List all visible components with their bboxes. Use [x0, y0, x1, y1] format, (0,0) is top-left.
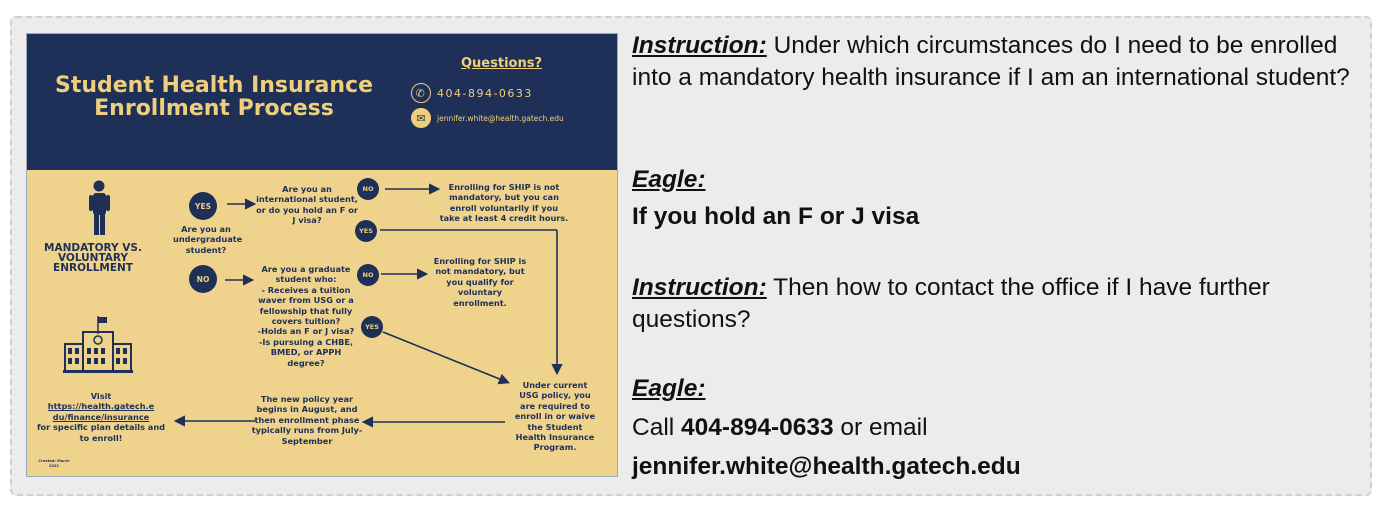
policy-year-text: The new policy year begins in August, and then enrollment phase typically runs from July-September	[251, 394, 363, 446]
visit-block: Visit https://health.gatech.e du/finance/insurance for specific plan details and to enroll!	[36, 391, 166, 443]
phone-icon: ✆	[411, 83, 431, 103]
no-badge: NO	[357, 178, 379, 200]
voluntary-result: Enrolling for SHIP is not mandatory, but you qualify for voluntary enrollment.	[433, 256, 527, 308]
instruction-2	[632, 272, 1356, 336]
eagle-label: Eagle:	[632, 375, 706, 402]
no-badge: NO	[189, 265, 217, 293]
not-mandatory-result: Enrolling for SHIP is not mandatory, but you can enroll voluntarily if you take at least 4 credit hours.	[439, 182, 569, 224]
enrollment-poster	[26, 33, 618, 477]
instruction-1	[632, 30, 1356, 94]
poster-title: Student Health Insurance Enrollment Process	[54, 73, 373, 121]
instruction-label: Instruction:	[632, 32, 767, 59]
instruction-text: Then how to contact the office if I have further questions?	[632, 274, 1270, 333]
yes-badge: YES	[361, 316, 383, 338]
insurance-link[interactable]: https://health.gatech.e du/finance/insurance	[47, 401, 155, 422]
answer-phone: 404-894-0633	[681, 414, 834, 441]
answer-1: If you hold an F or J visa	[632, 203, 920, 230]
instruction-text: Under which circumstances do I need to be enrolled into a mandatory health insurance if I am an international student?	[632, 32, 1350, 91]
mail-icon: ✉	[411, 108, 431, 128]
yes-badge: YES	[355, 220, 377, 242]
international-question: Are you an international student, or do you hold an F or J visa?	[256, 184, 358, 226]
graduate-question: Are you a graduate student who: - Receives a tuition waver from USG or a fellowship that fully covers tuition? -Holds an F or J visa? -Is pursuing a CHBE, BMED, or APPH degree?	[257, 264, 355, 368]
answer-email: jennifer.white@health.gatech.edu	[632, 453, 1021, 480]
undergrad-question: Are you an undergraduate student?	[173, 224, 243, 255]
phone-text: 404-894-0633	[437, 86, 533, 100]
instruction-label: Instruction:	[632, 274, 767, 301]
yes-badge: YES	[189, 192, 217, 220]
section-label: MANDATORY VS. VOLUNTARY ENROLLMENT	[44, 242, 142, 274]
created-date: Created: March 2021	[38, 459, 70, 468]
eagle-label: Eagle:	[632, 166, 706, 193]
no-badge: NO	[357, 264, 379, 286]
email-text: jennifer.white@health.gatech.edu	[437, 113, 564, 123]
answer-2: Call 404-894-0633 or email	[632, 414, 928, 441]
questions-title: Questions?	[461, 56, 542, 71]
required-result: Under current USG policy, you are required to enroll in or waive the Student Health Insurance Program.	[514, 380, 596, 453]
